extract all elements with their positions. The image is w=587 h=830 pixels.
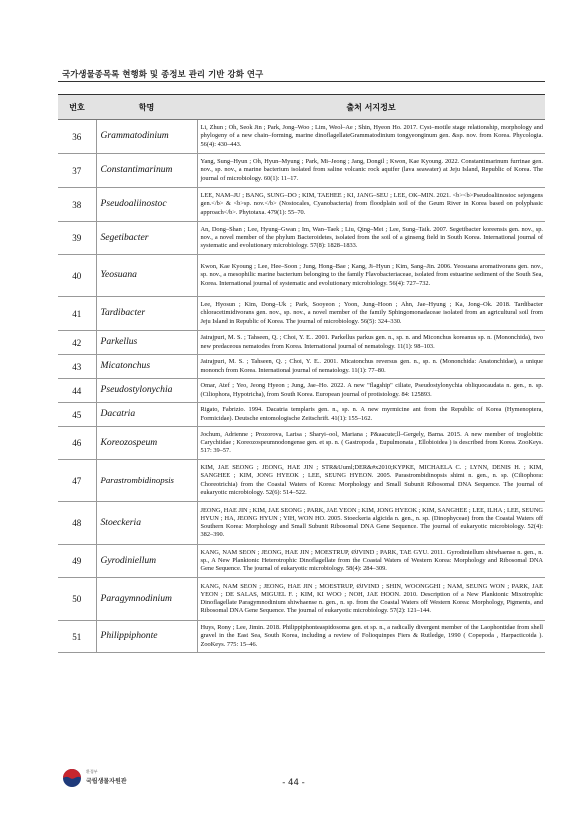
row-number: 48 <box>58 502 96 545</box>
header-rule <box>58 81 545 82</box>
table-header-row <box>58 95 545 120</box>
table-row <box>58 255 545 297</box>
table-row <box>58 355 545 379</box>
table-row <box>58 403 545 427</box>
table-row <box>58 460 545 502</box>
scientific-name: Gyrodiniellum <box>96 545 197 578</box>
table-row <box>58 331 545 355</box>
citation-text: Lee, Hyosun ; Kim, Dong–Uk ; Park, Sooyeon ; Yoon, Jung–Hoon ; Ahn, Jae–Hyung ; Ka, Jong–Ok. 2018. Tardibacter chloracetimidivorans gen. nov., sp. nov., a novel member of the family Sphingomonadaceae isolated from an agricultural soil from Jeju Island in Republic of Korea. The journal of microbiology. 56(5): 324–330. <box>197 297 545 331</box>
citation-text: Rigato, Fabrizio. 1994. Dacatria templaris gen. n., sp. n. A new myrmicine ant from the Republic of Korea (Hymenoptera, Formicidae). Deutsche entomologische Zeitschrift. 41(1): 155–162. <box>197 403 545 427</box>
citation-text: JEONG, HAE JIN ; KIM, JAE SEONG ; PARK, JAE YEON ; KIM, JONG HYEOK ; KIM, SANGHEE ; LEE, ILHA ; LEE, SEUNG HYUN ; HA, JEONG HYUN ; YIH, WON HO. 2005. Stoeckeria algicida n. gen., n. sp. (Dinophyceae) from the Coastal Waters off Southern Korea: Morphology and Small Subunit Ribosomal DNA Gene Sequence. The journal of eukaryotic microbiology. 52(4): 382–390. <box>197 502 545 545</box>
row-number: 46 <box>58 427 96 460</box>
row-number: 38 <box>58 188 96 222</box>
page-number: - 44 - <box>282 778 305 788</box>
citation-text: Jochum, Adrienne ; Prozorova, Larisa ; Sharyi–ool, Mariana ; P&aacute;ll–Gergely, Barna. 2015. A new member of troglobitic Carychiidae ; Koreozospeumnodongense gen. et sp. n. ( Gastropoda , Eupulmonata , Ellobioidea ) is described from Korea. ZooKeys. 517: 39–57. <box>197 427 545 460</box>
table-row <box>58 578 545 621</box>
scientific-name: Yeosuana <box>96 255 197 297</box>
citation-text: LEE, NAM–JU ; BANG, SUNG–DO ; KIM, TAEHEE ; KI, JANG–SEU ; LEE, OK–MIN. 2021. <b><b>Pseudoaliinostoc sejongens gen.</b> & <b>sp. nov.</b> (Nostocales, Cyanobacteria) from floodplain soil of the Geum River in Korea based on polyphasic approach</b>. Phytotaxa. 479(1): 55–70. <box>197 188 545 222</box>
scientific-name: Tardibacter <box>96 297 197 331</box>
column-header-name: 학명 <box>96 95 197 120</box>
table-row <box>58 427 545 460</box>
row-number: 44 <box>58 379 96 403</box>
table-row <box>58 154 545 188</box>
scientific-name: Pseudostylonychia <box>96 379 197 403</box>
citation-text: Omar, Atef ; Yeo, Jeong Hyeon ; Jung, Jae–Ho. 2022. A new "flagship" ciliate, Pseudostylonychia obliquocaudata n. gen., n. sp. (Ciliophora, Hypotricha), from South Korea. European journal of protistology. 84: 125893. <box>197 379 545 403</box>
scientific-name: Grammatodinium <box>96 120 197 154</box>
citation-text: KANG, NAM SEON ; JEONG, HAE JIN ; MOESTRUP, ØJVIND ; SHIN, WOONGGHI ; NAM, SEUNG WON ; PARK, JAE YEON ; DE SALAS, MIGUEL F. ; KIM, KI WOO ; NOH, JAE HOON. 2010. Description of a New Planktonic Mixotrophic Dinoflagellate Paragymnodinium shiwhaense n. gen., n. sp. from the Coastal Waters off Western Korea: Morphology, Pigments, and Ribosomal DNA Gene Sequence. The journal of eukaryotic microbiology. 57(2): 121–144. <box>197 578 545 621</box>
row-number: 41 <box>58 297 96 331</box>
table-row <box>58 120 545 154</box>
table-row <box>58 502 545 545</box>
row-number: 42 <box>58 331 96 355</box>
row-number: 39 <box>58 222 96 255</box>
scientific-name: Parastrombidinopsis <box>96 460 197 502</box>
row-number: 47 <box>58 460 96 502</box>
scientific-name: Stoeckeria <box>96 502 197 545</box>
row-number: 43 <box>58 355 96 379</box>
citation-text: An, Dong–Shan ; Lee, Hyung–Gwan ; Im, Wan–Taek ; Liu, Qing–Mei ; Lee, Sung–Taik. 2007. Segetibacter koreensis gen. nov., sp. nov., a novel member of the phylum Bacteroidetes, isolated from the soil of a ginseng field in South Korea. International journal of systematic and evolutionary microbiology. 57(8): 1828–1833. <box>197 222 545 255</box>
reference-table <box>58 94 545 653</box>
table-row <box>58 621 545 653</box>
row-number: 49 <box>58 545 96 578</box>
row-number: 37 <box>58 154 96 188</box>
scientific-name: Paragymnodinium <box>96 578 197 621</box>
table-row <box>58 222 545 255</box>
row-number: 51 <box>58 621 96 653</box>
citation-text: KIM, JAE SEONG ; JEONG, HAE JIN ; STR&Uuml;DER&#x2010;KYPKE, MICHAELA C. ; LYNN, DENIS H. ; KIM, SANGHEE ; KIM, JONG HYEOK ; LEE, SEUNG HYEON. 2005. Parastrombidinopsis shimi n. gen., n. sp. (Ciliophora: Choreotrichia) from the Coastal Waters of Korea: Morphology and Small Subunit Ribosomal DNA Sequence. The journal of eukaryotic microbiology. 52(6): 514–522. <box>197 460 545 502</box>
row-number: 36 <box>58 120 96 154</box>
scientific-name: Parkellus <box>96 331 197 355</box>
citation-text: KANG, NAM SEON ; JEONG, HAE JIN ; MOESTRUP, ØJVIND ; PARK, TAE GYU. 2011. Gyrodiniellum shiwhaense n. gen., n. sp., A New Planktonic Heterotrophic Dinoflagellate from the Coastal Waters of Western Korea: Morphology and Ribosomal DNA Gene Sequence. The journal of eukaryotic microbiology. 58(4): 284–309. <box>197 545 545 578</box>
row-number: 45 <box>58 403 96 427</box>
scientific-name: Philippiphonte <box>96 621 197 653</box>
citation-text: Huys, Rony ; Lee, Jimin. 2018. Philippiphonteaspidosoma gen. et sp. n., a radically divergent member of the Laophontidae from shell gravel in the East Sea, South Korea, including a review of Folioquinpes Fiers & Rutledge, 1990 ( Copepoda , Harpacticoida ). ZooKeys. 775: 15–46. <box>197 621 545 653</box>
scientific-name: Dacatria <box>96 403 197 427</box>
citation-text: Jairajpuri, M. S. ; Tahseen, Q. ; Choi, Y. E.. 2001. Parkellus parkus gen. n., sp. n. and Miconchus koreanus sp. n. (Mononchida), two new predaceous nematodes from Korea. International journal of nematology. 11(1): 98–103. <box>197 331 545 355</box>
scientific-name: Constantimarinum <box>96 154 197 188</box>
table-row <box>58 545 545 578</box>
table-body <box>58 120 545 653</box>
scientific-name: Pseudoaliinostoc <box>96 188 197 222</box>
logo-ministry-text: 환경부 <box>86 769 98 774</box>
table-row <box>58 297 545 331</box>
row-number: 50 <box>58 578 96 621</box>
citation-text: Li, Zhun ; Oh, Seok Jin ; Park, Jong–Woo ; Lim, Weol–Ae ; Shin, Hyeon Ho. 2017. Cyst–motile stage relationship, morphology and phylogeny of a new chain–forming, marine dinoflagellateGrammatodinium tongyeonginum gen. &sp. nov. from Korea. Phycologia. 56(4): 430–443. <box>197 120 545 154</box>
citation-text: Jairajpuri, M. S. ; Tahseen, Q. ; Choi, Y. E.. 2001. Micatonchus reversus gen. n., sp. n. (Mononchida: Anatonchidae), a unique mononch from Korea. International journal of nematology. 11(1): 77–80. <box>197 355 545 379</box>
column-header-number: 번호 <box>58 95 96 120</box>
citation-text: Yang, Sung–Hyun ; Oh, Hyun–Myung ; Park, Mi–Jeong ; Jang, Dongil ; Kwon, Kae Kyoung. 2022. Constantimarinum furrinae gen. nov., sp. nov., a marine bacterium isolated from saline volcanic rock aquifer (lava seawater) at Jeju Island, Republic of Korea. The journal of microbiology. 60(1): 11–17. <box>197 154 545 188</box>
row-number: 40 <box>58 255 96 297</box>
scientific-name: Segetibacter <box>96 222 197 255</box>
scientific-name: Micatonchus <box>96 355 197 379</box>
citation-text: Kwon, Kae Kyoung ; Lee, Hee–Soon ; Jung, Hong–Bae ; Kang, Ji–Hyun ; Kim, Sang–Jin. 2006. Yeosuana aromativorans gen. nov., sp. nov., a mesophilic marine bacterium belonging to the family Flavobacteriaceae, isolated from estuarine sediment of the South Sea, Korea. International journal of systematic and evolutionary microbiology. 56(4): 727–732. <box>197 255 545 297</box>
logo-institution-name: 국립생물자원관 <box>86 778 127 785</box>
column-header-citation: 출처 서지정보 <box>197 95 545 120</box>
scientific-name: Koreozospeum <box>96 427 197 460</box>
table-row <box>58 188 545 222</box>
table-row <box>58 379 545 403</box>
document-header-title: 국가생물종목록 현행화 및 종정보 관리 기반 강화 연구 <box>62 69 264 79</box>
